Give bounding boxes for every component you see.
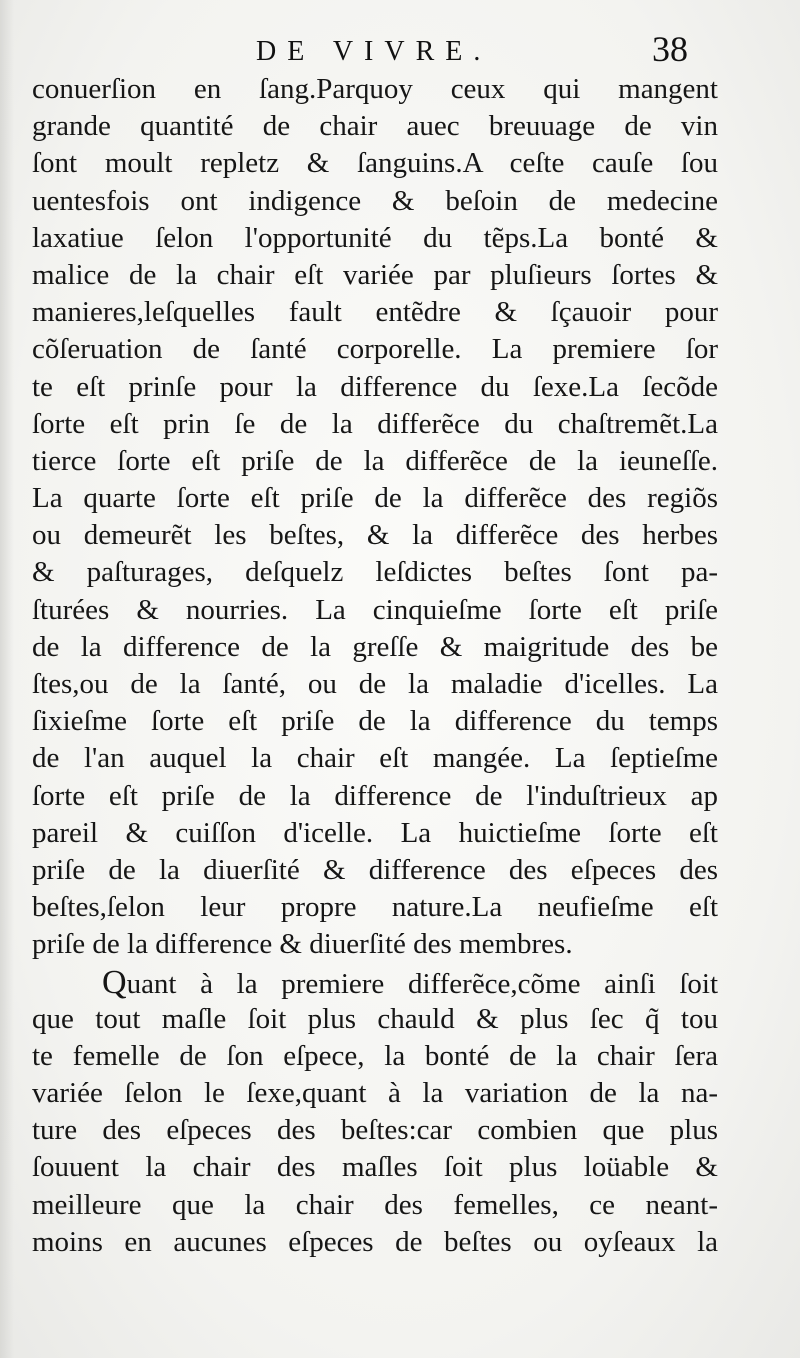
text-line: tierce ſorte eſt priſe de la differẽce de la ieuneſſe. — [32, 444, 718, 477]
text-line: malice de la chair eſt variée par pluſieurs ſortes & — [32, 258, 718, 291]
text-line: uentesfois ont indigence & beſoin de medecine — [32, 184, 718, 217]
text-line: grande quantité de chair auec breuuage de vin — [32, 110, 718, 143]
text-line: manieres,leſquelles fault entẽdre & ſçauoir pour — [32, 296, 718, 329]
text-line: La quarte ſorte eſt priſe de la differẽce des regiõs — [32, 482, 718, 515]
text-line: laxatiue ſelon l'opportunité du tẽps.La bonté & — [32, 221, 718, 254]
text-line: que tout maſle ſoit plus chauld & plus ſec q̃ tou — [32, 1002, 718, 1035]
text-line: conuerſion en ſang.Parquoy ceux qui mangent — [32, 73, 718, 105]
text-line: & paſturages, deſquelz leſdictes beſtes ſont pa- — [32, 556, 718, 589]
initial-letter: Q — [102, 963, 127, 1001]
text-line: ture des eſpeces des beſtes:car combien que plus — [32, 1114, 718, 1147]
text-line: ſtes,ou de la ſanté, ou de la maladie d'icelles. La — [32, 668, 718, 700]
text-line: moins en aucunes eſpeces de beſtes ou oyſeaux la — [32, 1225, 718, 1258]
text-line: ou demeurẽt les beſtes, & la differẽce des herbes — [32, 519, 718, 552]
running-title: DE VIVRE. — [256, 36, 492, 67]
text-line: ſouuent la chair des maſles ſoit plus loüable & — [32, 1151, 718, 1184]
page-number: 38 — [652, 29, 688, 69]
text-line: de la difference de la greſſe & maigritude des be — [32, 630, 718, 663]
text-line: beſtes,ſelon leur propre nature.La neufieſme eſt — [32, 891, 718, 924]
text-line: ſturées & nourries. La cinquieſme ſorte eſt priſe — [32, 593, 718, 626]
text-line: ſont moult repletz & ſanguins.A ceſte cauſe ſou — [32, 147, 718, 180]
page-gutter-shadow — [0, 0, 14, 1358]
text-line: cõſeruation de ſanté corporelle. La premiere ſor — [32, 333, 718, 366]
text-line: te eſt prinſe pour la difference du ſexe.La ſecõde — [32, 370, 718, 403]
text-line: ſorte eſt prin ſe de la differẽce du chaſtremẽt.La — [32, 407, 718, 440]
text-block — [32, 71, 718, 1261]
text-line: variée ſelon le ſexe,quant à la variation de la na- — [32, 1077, 718, 1110]
text-line: de l'an auquel la chair eſt mangée. La ſeptieſme — [32, 742, 718, 775]
paragraph-opening-line — [32, 964, 718, 1001]
text-line: te femelle de ſon eſpece, la bonté de la chair ſera — [32, 1039, 718, 1072]
text-line: meilleure que la chair des femelles, ce neant- — [32, 1188, 718, 1221]
text-line: priſe de la diuerſité & difference des eſpeces des — [32, 853, 718, 886]
text-line: pareil & cuiſſon d'icelle. La huictieſme ſorte eſt — [32, 816, 718, 849]
paragraph-end-line: priſe de la difference & diuerſité des membres. — [32, 928, 573, 961]
text-line: ſixieſme ſorte eſt priſe de la difference du temps — [32, 705, 718, 738]
opening-line-text: uant à la premiere differẽce,cõme ainſi ſoit — [126, 967, 718, 1000]
text-line: ſorte eſt priſe de la difference de l'induſtrieux ap — [32, 779, 718, 812]
